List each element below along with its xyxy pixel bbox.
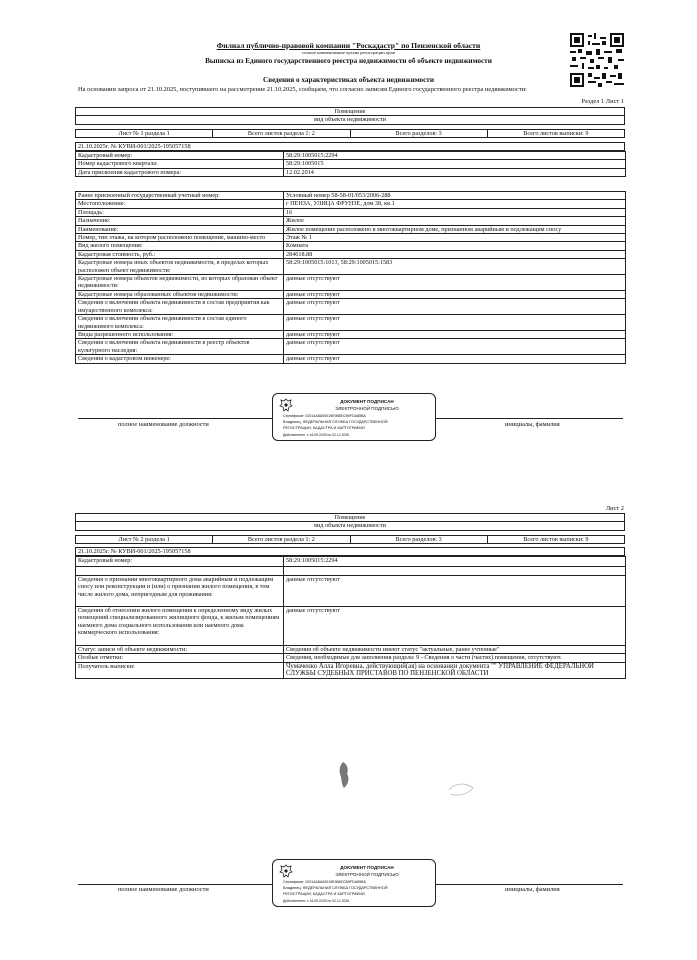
field-label: Назначение: (76, 217, 284, 225)
table-row (76, 557, 626, 567)
field-value: 58:29:1005015:2294 (284, 152, 626, 160)
sheet-navigation-table-2 (75, 535, 625, 544)
field-label: Кадастровый номер: (76, 557, 284, 567)
stamp-certificate: Сертификат: 02014A8A00019E985ECB9FDA85BA (283, 414, 366, 418)
doc-number-table-2 (75, 547, 625, 556)
field-label: Виды разрешенного использования: (76, 330, 284, 338)
field-value: 12.02.2014 (284, 168, 626, 176)
table-row (76, 654, 626, 662)
field-label: Ранее присвоенный государственный учетный номер: (76, 192, 284, 200)
table-row (76, 152, 626, 160)
table-row (76, 250, 626, 258)
nav-sheet-number: Лист № 1 раздела 1 (76, 130, 213, 138)
cadastral-basics-table (75, 151, 626, 177)
field-label: Сведения о кадастровом инженере: (76, 355, 284, 363)
table-row (76, 299, 626, 315)
nav-total-sheets: Всего листов выписки: 9 (487, 536, 624, 544)
doc-number: 21.10.2025г. № КУВИ-001/2025-195057158 (76, 143, 625, 151)
object-characteristics-table (75, 191, 626, 364)
table-row (76, 208, 626, 216)
organization-caption: полное наименование органа регистрации прав (302, 50, 395, 55)
field-value: 16 (284, 208, 626, 216)
scan-speck-icon (338, 760, 352, 790)
field-value: данные отсутствуют (284, 330, 626, 338)
stamp-validity: Действителен: с 16.09.2025 по 02.12.2026 (283, 433, 350, 437)
table-row (76, 315, 626, 331)
nav-section-sheets: Всего листов раздела 1: 2 (213, 536, 350, 544)
table-row (76, 259, 626, 275)
object-type-caption: вид объекта недвижимости (76, 522, 625, 530)
field-value: 58:29:1005015:1013, 58:29:1005015:1583 (284, 259, 626, 275)
stamp-title: ДОКУМЕНТ ПОДПИСАН (340, 865, 394, 870)
field-value: данные отсутствуют (284, 576, 626, 607)
field-label: Статус записи об объекте недвижимости: (76, 646, 284, 654)
spacer-cell (284, 567, 626, 576)
initials-label-2: инициалы, фамилия (505, 886, 560, 893)
document-subtitle: Сведения о характеристиках объекта недвижимости (263, 76, 434, 84)
table-row (76, 567, 626, 576)
field-label: Кадастровые номера иных объектов недвижимости, в пределах которых расположен объект недвижимости: (76, 259, 284, 275)
field-value: г ПЕНЗА, УЛИЦА ФРУНЗЕ, дом 38, кв.1 (284, 200, 626, 208)
field-label: Номер кадастрового квартала: (76, 160, 284, 168)
field-label: Кадастровые номера объектов недвижимости, из которых образован объект недвижимости: (76, 275, 284, 291)
position-label: полное наименование должности (118, 421, 209, 428)
field-label: Местоположение: (76, 200, 284, 208)
table-row (76, 242, 626, 250)
stamp-subtitle: ЭЛЕКТРОННОЙ ПОДПИСЬЮ (335, 872, 399, 877)
nav-total-sections: Всего разделов: 3 (350, 130, 487, 138)
position-label-2: полное наименование должности (118, 886, 209, 893)
field-label: Сведения о признании многоквартирного дома аварийным и подлежащим сносу или реконструкции и (или) о признании жилого помещения, в том числе жилого дома, непригодным для проживания: (76, 576, 284, 607)
field-label: Сведения о включении объекта недвижимости в состав единого недвижимого комплекса: (76, 315, 284, 331)
field-value: данные отсутствуют (284, 339, 626, 355)
stamp-subtitle: ЭЛЕКТРОННОЙ ПОДПИСЬЮ (335, 406, 399, 411)
table-row (76, 275, 626, 291)
table-row (76, 330, 626, 338)
section-sheet-label: Раздел 1 Лист 1 (581, 98, 624, 105)
electronic-signature-stamp (272, 393, 436, 441)
field-label: Получатель выписки: (76, 662, 284, 678)
nav-total-sections: Всего разделов: 3 (350, 536, 487, 544)
table-row (76, 662, 626, 678)
stamp-owner: Владелец: ФЕДЕРАЛЬНАЯ СЛУЖБА ГОСУДАРСТВЕННОЙ (283, 886, 388, 890)
table-row (76, 192, 626, 200)
field-value: Комната (284, 242, 626, 250)
field-value: 58:29:1005015 (284, 160, 626, 168)
field-value: 58:29:1005015:2294 (284, 557, 626, 567)
table-row (76, 234, 626, 242)
spacer-cell (76, 567, 284, 576)
coat-of-arms-icon (279, 398, 293, 412)
table-row (76, 646, 626, 654)
organization-name: Филиал публично-правовой компании "Роскадастр" по Пензенской области (216, 41, 481, 50)
field-value: данные отсутствуют (284, 355, 626, 363)
object-type-caption: вид объекта недвижимости (76, 116, 625, 124)
field-value: данные отсутствуют (284, 275, 626, 291)
field-label: Сведения о включении объекта недвижимости в реестр объектов культурного наследия: (76, 339, 284, 355)
field-value: Сведения, необходимые для заполнения раздела: 9 - Сведения о части (частях) помещения, отсутствуют. (284, 654, 626, 662)
table-row (76, 168, 626, 176)
document-title: Выписка из Единого государственного реестра недвижимости об объекте недвижимости (205, 57, 492, 65)
stamp-owner: Владелец: ФЕДЕРАЛЬНАЯ СЛУЖБА ГОСУДАРСТВЕННОЙ (283, 420, 388, 424)
table-row (76, 339, 626, 355)
field-value: Чумаченко Алла Игоревна, действующий(ая) на основании документа "" УПРАВЛЕНИЕ ФЕДЕРАЛЬНОЙ СЛУЖБЫ СУДЕБНЫХ ПРИСТАВОВ ПО ПЕНЗЕНСКОЙ ОБЛАСТИ (284, 662, 626, 678)
stamp-validity: Действителен: с 16.09.2025 по 02.12.2026 (283, 899, 350, 903)
field-label: Площадь: (76, 208, 284, 216)
field-value: данные отсутствуют (284, 299, 626, 315)
table-row (76, 160, 626, 168)
object-type: Помещение (76, 514, 625, 522)
field-value: Этаж № 1 (284, 234, 626, 242)
stamp-owner-continued: РЕГИСТРАЦИИ, КАДАСТРА И КАРТОГРАФИИ (283, 426, 365, 430)
table-row (76, 355, 626, 363)
object-type-table (75, 107, 625, 125)
object-type-table-2 (75, 513, 625, 531)
field-value: 284618.88 (284, 250, 626, 258)
table-row (76, 607, 626, 646)
request-basis: На основании запроса от 21.10.2025, поступившего на рассмотрение 21.10.2025, сообщаем, что согласно записям Единого государственного реестра недвижимости: (78, 86, 527, 93)
field-label: Кадастровая стоимость, руб.: (76, 250, 284, 258)
field-value: Сведения об объекте недвижимости имеют статус "актуальные, ранее учтенные" (284, 646, 626, 654)
table-row (76, 225, 626, 233)
stamp-title: ДОКУМЕНТ ПОДПИСАН (340, 399, 394, 404)
field-label: Кадастровый номер: (76, 152, 284, 160)
coat-of-arms-icon (279, 864, 293, 878)
table-row (76, 217, 626, 225)
field-label: Наименование: (76, 225, 284, 233)
field-label: Дата присвоения кадастрового номера: (76, 168, 284, 176)
field-value: данные отсутствуют (284, 607, 626, 646)
doc-number-table (75, 142, 625, 151)
stamp-owner-continued: РЕГИСТРАЦИИ, КАДАСТРА И КАРТОГРАФИИ (283, 892, 365, 896)
scan-mark-icon (446, 780, 476, 800)
nav-total-sheets: Всего листов выписки: 9 (487, 130, 624, 138)
field-label: Особые отметки: (76, 654, 284, 662)
nav-section-sheets: Всего листов раздела 1: 2 (213, 130, 350, 138)
table-row (76, 576, 626, 607)
electronic-signature-stamp-2 (272, 859, 436, 907)
field-value: Жилое (284, 217, 626, 225)
initials-label: инициалы, фамилия (505, 421, 560, 428)
nav-sheet-number: Лист № 2 раздела 1 (76, 536, 213, 544)
object-details-table-2 (75, 556, 626, 679)
field-value: данные отсутствуют (284, 290, 626, 298)
field-label: Сведения о включении объекта недвижимости в состав предприятия как имущественного комплекса: (76, 299, 284, 315)
field-label: Кадастровые номера образованных объектов недвижимости: (76, 290, 284, 298)
field-label: Вид жилого помещения: (76, 242, 284, 250)
stamp-certificate: Сертификат: 02014A8A00019E985ECB9FDA85BA (283, 880, 366, 884)
field-value: Условный номер 58-58-01/053/2006-288 (284, 192, 626, 200)
sheet-2-label: Лист 2 (605, 505, 624, 512)
object-type: Помещение (76, 108, 625, 116)
qr-code-icon (570, 33, 624, 87)
doc-number: 21.10.2025г. № КУВИ-001/2025-195057158 (76, 548, 625, 556)
sheet-navigation-table (75, 129, 625, 138)
field-label: Номер, тип этажа, на котором расположено помещение, машино-место (76, 234, 284, 242)
field-value: данные отсутствуют (284, 315, 626, 331)
field-label: Сведения об отнесении жилого помещения к определенному виду жилых помещений специализированного жилищного фонда, к жилым помещениям наемного дома социального использования или наемного дома коммерческого использования: (76, 607, 284, 646)
table-row (76, 200, 626, 208)
field-value: Жилое помещение расположено в многоквартирном доме, признанном аварийным и подлежащим сносу (284, 225, 626, 233)
table-row (76, 290, 626, 298)
